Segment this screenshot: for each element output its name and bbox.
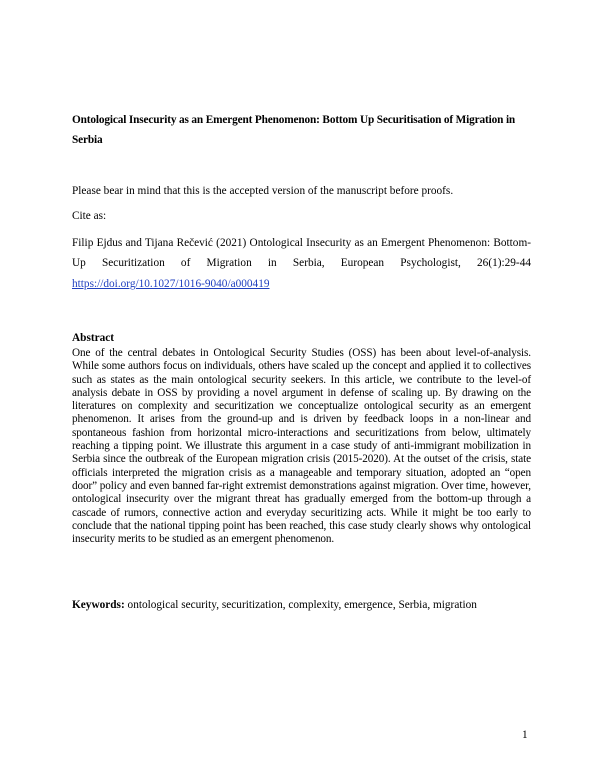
- paper-title: Ontological Insecurity as an Emergent Phenomenon: Bottom Up Securitisation of Migration in Serbia: [72, 114, 516, 146]
- abstract-text: One of the central debates in Ontological Security Studies (OSS) has been about level-of-analysis. While some authors focus on individuals, others have scaled up the concept and applied it to collectives such as states as the main ontological security seekers. In this article, we contribute to the level-of analysis debate in OSS by providing a novel argument in defense of scaling up. By drawing on the literatures on complexity and securitization we conceptualize ontological security as an emergent phenomenon. It arises from the ground-up and is driven by feedback loops in a non-linear and spontaneous fashion from horizontal micro-interactions and securitizations from below, ultimately reaching a tipping point. We illustrate this argument in a case study of anti-immigrant mobilization in Serbia since the outbreak of the European migration crisis (2015-2020). At the outset of the crisis, state officials interpreted the migration crisis as a manageable and temporary situation, adopted an “open door” policy and even banned far-right extremist demonstrations against migration. Over time, however, ontological insecurity over the migrant threat has gradually emerged from the bottom-up through a cascade of rumors, connective action and everyday securitizing acts. While it might be too early to conclude that the national tipping point has been reached, this case study clearly shows why ontological insecurity merits to be studied as an emergent phenomenon.: [72, 347, 531, 546]
- cite-as-label: Cite as:: [72, 210, 107, 222]
- manuscript-note: Please bear in mind that this is the accepted version of the manuscript before proofs.: [72, 185, 454, 197]
- keywords-label: Keywords:: [72, 599, 125, 611]
- page-number: 1: [522, 729, 528, 741]
- keywords-line: [72, 598, 477, 612]
- doi-link[interactable]: https://doi.org/10.1027/1016-9040/a000419: [72, 278, 270, 290]
- keywords-text: ontological security, securitization, complexity, emergence, Serbia, migration: [124, 599, 477, 611]
- citation-text: Filip Ejdus and Tijana Rečević (2021) Ontological Insecurity as an Emergent Phenomenon: Bottom-Up Securitization of Migration in Serbia, European Psychologist, 26(1):29-44: [72, 237, 531, 269]
- abstract-heading: Abstract: [72, 332, 115, 344]
